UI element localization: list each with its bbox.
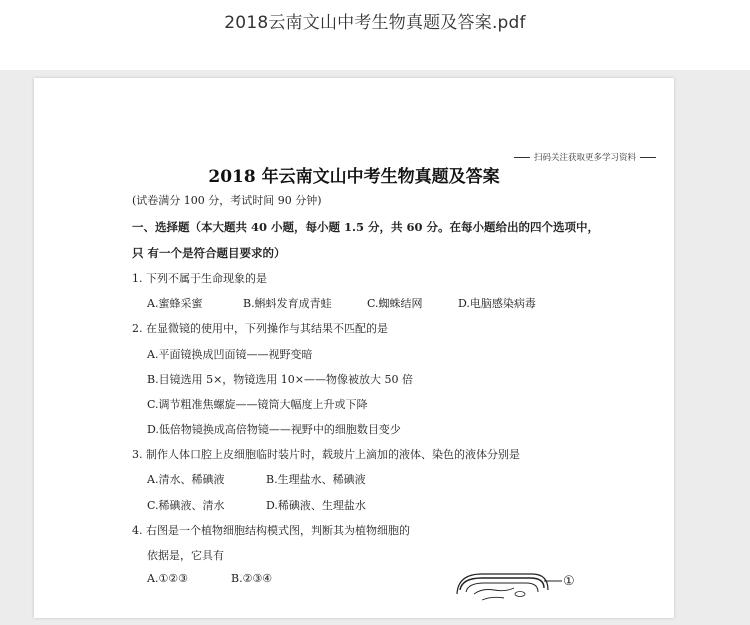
question-3-stem: 3. 制作人体口腔上皮细胞临时装片时，载玻片上滴加的液体、染色的液体分别是 <box>132 448 520 461</box>
q4-option-b: B.②③④ <box>231 572 273 585</box>
q3-option-d: D.稀碘液、生理盐水 <box>266 499 366 512</box>
section-heading-cont: 只 有一个是符合题目要求的） <box>132 246 286 260</box>
question-1-stem: 1. 下列不属于生命现象的是 <box>132 272 267 285</box>
q2-option-b: B.目镜选用 5×，物镜选用 10×——物像被放大 50 倍 <box>147 373 413 386</box>
q3-option-a: A.清水、稀碘液 <box>147 473 225 486</box>
document-title: 2018 年云南文山中考生物真题及答案 <box>208 167 500 187</box>
q1-option-a: A.蜜蜂采蜜 <box>147 297 203 310</box>
figure-label-1: ① <box>563 574 575 589</box>
q4-option-a: A.①②③ <box>147 572 189 585</box>
section-heading: 一、选择题（本大题共 40 小题，每小题 1.5 分，共 60 分。在每小题给出的四个选项中， <box>132 220 600 234</box>
q2-option-d: D.低倍物镜换成高倍物镜——视野中的细胞数目变少 <box>147 423 401 436</box>
pdf-page <box>34 78 674 618</box>
exam-info: (试卷满分 100 分，考试时间 90 分钟) <box>132 194 322 207</box>
q1-option-d: D.电脑感染病毒 <box>458 297 536 310</box>
q2-option-c: C.调节粗准焦螺旋——镜筒大幅度上升或下降 <box>147 398 368 411</box>
dash-left <box>514 157 530 158</box>
q1-option-c: C.蜘蛛结网 <box>367 297 423 310</box>
question-4-stem: 4. 右图是一个植物细胞结构模式图，判断其为植物细胞的 <box>132 524 410 537</box>
header-note-text: 扫码关注获取更多学习资料 <box>533 153 636 163</box>
dash-right <box>640 157 656 158</box>
question-2-stem: 2. 在显微镜的使用中，下列操作与其结果不匹配的是 <box>132 322 388 335</box>
question-4-stem-cont: 依据是，它具有 <box>147 549 224 562</box>
q3-option-c: C.稀碘液、清水 <box>147 499 225 512</box>
plant-cell-diagram <box>452 570 582 620</box>
q3-option-b: B.生理盐水、稀碘液 <box>266 473 366 486</box>
q2-option-a: A.平面镜换成凹面镜——视野变暗 <box>147 348 313 361</box>
viewer-header <box>0 0 750 70</box>
plant-cell-drawing <box>452 570 582 620</box>
q1-option-b: B.蝌蚪发育成青蛙 <box>243 297 332 310</box>
file-title: 2018云南文山中考生物真题及答案.pdf <box>224 13 526 33</box>
